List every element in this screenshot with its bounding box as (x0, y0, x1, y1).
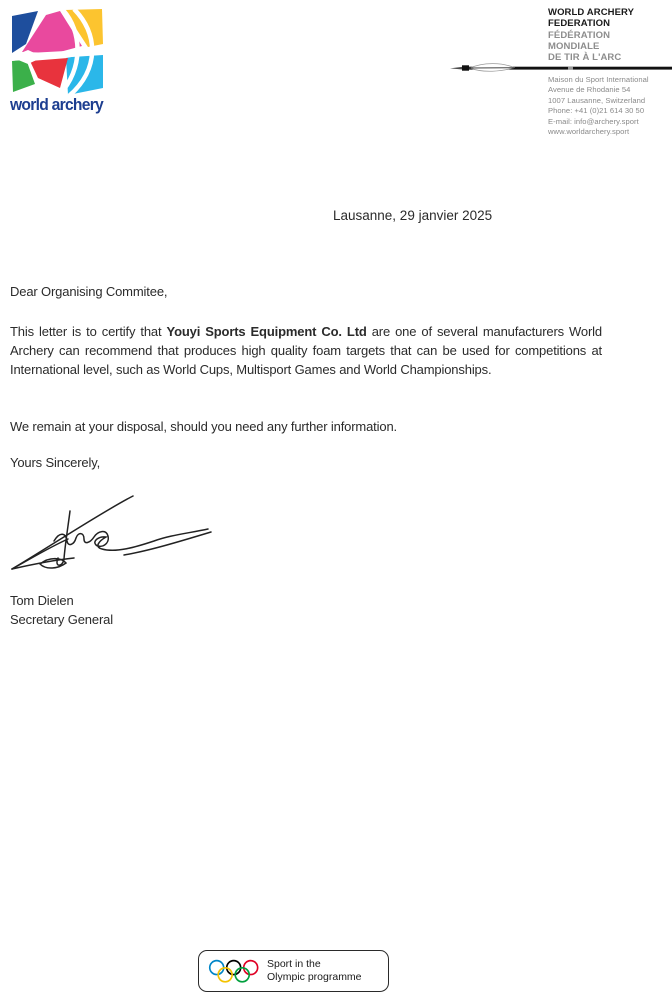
address-email: E-mail: info@archery.sport (548, 116, 639, 126)
ring-red (244, 960, 258, 974)
ring-blue (210, 960, 224, 974)
olympic-rings-icon (208, 957, 262, 986)
federation-name-en-line2: FEDERATION (548, 18, 611, 29)
federation-name-en (548, 7, 634, 29)
paragraph-text-after: are one of several manufacturers World Archery can recommend that produces high quality foam targets that can be used for competitions at International level, such as World Cups, Multisport Games and World Championships. (10, 324, 602, 377)
ring-green (235, 967, 249, 981)
ring-black (227, 960, 241, 974)
address-block (548, 75, 649, 137)
olympic-badge-label-line1: Sport in the (267, 958, 321, 970)
world-archery-wordmark: world archery (10, 95, 104, 114)
federation-name-en-line1: WORLD ARCHERY (548, 7, 635, 18)
federation-name-fr-line3: DE TIR À L'ARC (548, 52, 622, 63)
signoff: Yours Sincerely, (10, 455, 101, 470)
closing-line: We remain at your disposal, should you need any further information. (10, 419, 397, 434)
company-name-bold: Youyi Sports Equipment Co. Ltd (166, 324, 367, 339)
federation-name-fr-line1: FÉDÉRATION (548, 30, 611, 41)
address-line: Phone: +41 (0)21 614 30 50 (548, 106, 645, 116)
arrow-shaft-gap (568, 67, 573, 70)
address-line: Maison du Sport International (548, 75, 649, 84)
olympic-badge-label-line2: Olympic programme (267, 971, 362, 983)
salutation: Dear Organising Commitee, (10, 284, 168, 299)
signer-block (10, 591, 113, 629)
federation-name-fr-line2: MONDIALE (548, 41, 600, 52)
arrow-nock-taper (450, 67, 464, 70)
federation-name-fr (548, 30, 621, 63)
ring-yellow (218, 967, 232, 981)
olympic-badge (198, 950, 389, 992)
logo-red-segment (30, 58, 68, 88)
signature-scribble (4, 483, 216, 577)
body-paragraph (10, 322, 602, 379)
paragraph-text-before: This letter is to certify that (10, 324, 167, 339)
address-line: Avenue de Rhodanie 54 (548, 85, 631, 95)
olympic-badge-label (267, 958, 362, 984)
world-archery-logo-icon (10, 9, 103, 96)
address-line: 1007 Lausanne, Switzerland (548, 95, 646, 105)
signer-name: Tom Dielen (10, 593, 74, 608)
address-website: www.worldarchery.sport (548, 127, 630, 137)
arrow-icon (450, 61, 672, 75)
dateline: Lausanne, 29 janvier 2025 (333, 208, 493, 223)
signature-final-dash (124, 532, 211, 555)
signer-title: Secretary General (10, 612, 113, 627)
